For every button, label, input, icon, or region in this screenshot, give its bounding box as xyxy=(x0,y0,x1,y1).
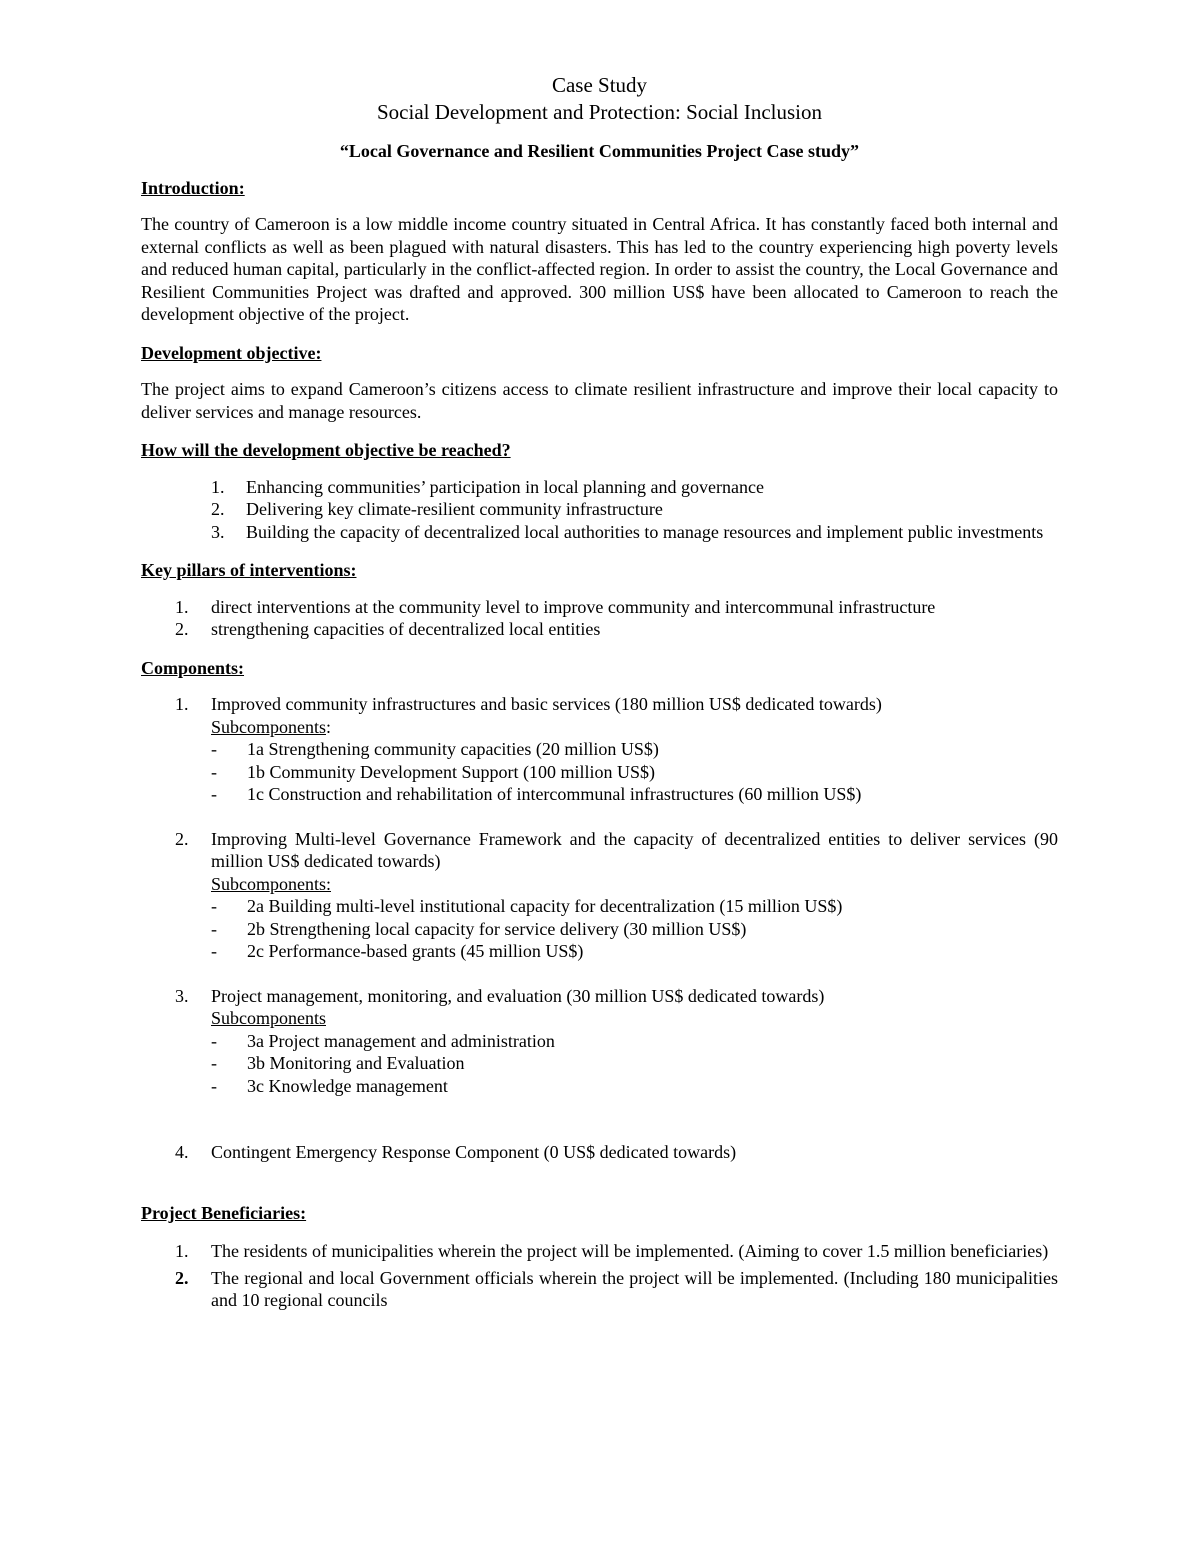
subcomponent-item xyxy=(211,895,1058,918)
component-item xyxy=(141,1141,1058,1164)
subcomponents-label: Subcomponents xyxy=(211,716,326,737)
list-item xyxy=(141,618,1058,641)
how-reached-list xyxy=(141,476,1058,544)
list-item-text: direct interventions at the community level to improve community and intercommunal infrastructure xyxy=(211,596,936,617)
beneficiaries-heading: Project Beneficiaries: xyxy=(141,1202,307,1223)
pillars-heading: Key pillars of interventions: xyxy=(141,560,357,580)
subcomponent-text: 1c Construction and rehabilitation of intercommunal infrastructures (60 million US$) xyxy=(247,784,862,804)
component-text: Contingent Emergency Response Component (0 US$ dedicated towards) xyxy=(211,1142,737,1162)
list-item-text: Enhancing communities’ participation in local planning and governance xyxy=(246,476,765,497)
list-item xyxy=(141,596,1058,619)
list-item xyxy=(141,1267,1058,1312)
subcomponent-text: 3c Knowledge management xyxy=(247,1075,448,1096)
subcomponent-item xyxy=(211,783,1058,806)
subcomponent-item xyxy=(211,1030,1058,1053)
list-number: 3. xyxy=(175,985,189,1006)
list-number: 3. xyxy=(211,521,225,542)
dash-bullet: - xyxy=(211,1030,217,1051)
doc-title: Case Study xyxy=(551,73,648,97)
subcomponent-item xyxy=(211,918,1058,941)
document-page xyxy=(141,72,1058,1312)
component-text: Project management, monitoring, and evaluation (30 million US$ dedicated towards) xyxy=(211,985,825,1006)
subcomponent-item xyxy=(211,1052,1058,1075)
dash-bullet: - xyxy=(211,784,217,804)
component-text: Improved community infrastructures and basic services (180 million US$ dedicated towards) xyxy=(211,694,882,714)
list-item xyxy=(141,498,1058,521)
dash-bullet: - xyxy=(211,918,217,939)
subcomponents-label-row xyxy=(211,716,1058,739)
subcomponent-item xyxy=(211,761,1058,784)
doc-subtitle: Social Development and Protection: Social Inclusion xyxy=(377,100,822,124)
subcomponent-text: 2a Building multi-level institutional capacity for decentralization (15 million US$) xyxy=(247,896,843,916)
component-item xyxy=(141,693,1058,806)
subcomponent-text: 2c Performance-based grants (45 million US$) xyxy=(247,941,584,961)
dash-bullet: - xyxy=(211,1053,217,1073)
components-heading: Components: xyxy=(141,657,245,678)
introduction-text: The country of Cameroon is a low middle income country situated in Central Africa. It has constantly faced both internal and external conflicts as well as been plagued with natural disasters. This has led to the country experiencing high poverty levels and reduced human capital, particularly in the conflict-affected region. In order to assist the country, the Local Governance and Resilient Communities Project was drafted and approved. 300 million US$ have been allocated to Cameroon to reach the development objective of the project. xyxy=(141,214,1058,324)
list-item-text: The regional and local Government officials wherein the project will be implemented. (Including 180 municipalities and 10 regional councils xyxy=(211,1267,1058,1310)
dash-bullet: - xyxy=(211,1075,217,1096)
subcomponent-list xyxy=(211,895,1058,963)
subcomponents-label: Subcomponents xyxy=(211,1008,326,1028)
project-title: “Local Governance and Resilient Communities Project Case study” xyxy=(339,141,860,161)
list-item-text: The residents of municipalities wherein the project will be implemented. (Aiming to cover 1.5 million beneficiaries) xyxy=(211,1241,1049,1261)
development-objective-text: The project aims to expand Cameroon’s citizens access to climate resilient infrastructure and improve their local capacity to deliver services and manage resources. xyxy=(141,379,1058,422)
dash-bullet: - xyxy=(211,941,217,961)
list-item xyxy=(141,476,1058,499)
development-objective-heading: Development objective: xyxy=(141,342,322,363)
list-number: 1. xyxy=(175,1241,189,1261)
list-number: 2. xyxy=(175,828,189,849)
list-number: 1. xyxy=(175,694,189,714)
list-number: 1. xyxy=(175,596,189,617)
subcomponent-item xyxy=(211,738,1058,761)
subcomponent-list xyxy=(211,738,1058,806)
subcomponent-text: 3a Project management and administration xyxy=(247,1030,555,1051)
component-item xyxy=(141,828,1058,963)
subcomponents-label: Subcomponents: xyxy=(211,873,331,894)
subcomponent-item xyxy=(211,1075,1058,1098)
subcomponent-text: 3b Monitoring and Evaluation xyxy=(247,1053,465,1073)
subcomponent-text: 1b Community Development Support (100 million US$) xyxy=(247,761,655,782)
subcomponent-text: 1a Strengthening community capacities (20 million US$) xyxy=(247,739,659,759)
dash-bullet: - xyxy=(211,761,217,782)
components-list xyxy=(141,693,1058,1164)
list-item-text: Building the capacity of decentralized local authorities to manage resources and implement public investments xyxy=(246,521,1044,542)
list-item xyxy=(141,521,1058,544)
introduction-heading: Introduction: xyxy=(141,177,245,198)
list-number: 4. xyxy=(175,1142,189,1162)
subcomponent-list xyxy=(211,1030,1058,1098)
component-text: Improving Multi-level Governance Framework and the capacity of decentralized entities to deliver services (90 million US$ dedicated towards) xyxy=(211,828,1058,871)
list-item-text: strengthening capacities of decentralized local entities xyxy=(211,619,601,639)
dash-bullet: - xyxy=(211,739,217,759)
subcomponents-label-row xyxy=(211,873,1058,896)
list-item-text: Delivering key climate-resilient community infrastructure xyxy=(246,499,663,519)
how-reached-heading: How will the development objective be reached? xyxy=(141,440,511,460)
list-number: 2. xyxy=(211,499,225,519)
list-item xyxy=(141,1240,1058,1263)
pillars-list xyxy=(141,596,1058,641)
list-number: 1. xyxy=(211,476,225,497)
dash-bullet: - xyxy=(211,896,217,916)
list-number: 2. xyxy=(175,1267,189,1288)
subcomponents-label-row xyxy=(211,1007,1058,1030)
subcomponents-colon: : xyxy=(326,716,332,737)
component-item xyxy=(141,985,1058,1098)
subcomponent-text: 2b Strengthening local capacity for service delivery (30 million US$) xyxy=(247,918,747,939)
subcomponent-item xyxy=(211,940,1058,963)
list-number: 2. xyxy=(175,619,189,639)
beneficiaries-list xyxy=(141,1240,1058,1312)
